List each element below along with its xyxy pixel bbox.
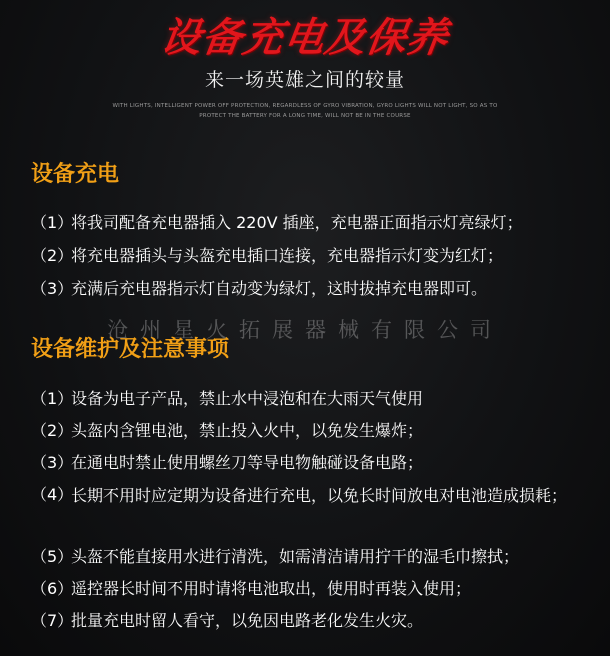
item-number: （2）	[31, 421, 74, 440]
item-number: （5）	[31, 547, 74, 566]
list-item	[31, 484, 601, 546]
list-item	[31, 245, 523, 278]
item-text: 充满后充电器指示灯自动变为绿灯，这时拔掉充电器即可。	[71, 279, 488, 298]
company-watermark: 沧州星火拓展器械有限公司	[107, 318, 503, 342]
item-text: 设备为电子产品，禁止水中浸泡和在大雨天气使用	[71, 389, 424, 408]
item-number: （2）	[31, 246, 74, 265]
item-text: 长期不用时应定期为设备进行充电，以免长时间放电对电池造成损耗；	[71, 486, 568, 505]
list-item	[31, 546, 601, 578]
list-item	[31, 278, 523, 311]
item-number: （1）	[31, 213, 74, 232]
page-title: 设备充电及保养	[157, 15, 452, 61]
item-number: （3）	[31, 453, 74, 472]
maintenance-section-title: 设备维护及注意事项	[31, 337, 230, 362]
item-number: （4）	[31, 485, 74, 504]
item-text: 在通电时禁止使用螺丝刀等导电物触碰设备电路；	[71, 453, 424, 472]
item-text: 头盔内含锂电池，禁止投入火中，以免发生爆炸；	[71, 421, 424, 440]
item-text: 将充电器插头与头盔充电插口连接，充电器指示灯变为红灯；	[71, 246, 504, 265]
english-caption	[0, 101, 610, 121]
item-number: （1）	[31, 389, 74, 408]
charging-section-title: 设备充电	[31, 162, 120, 187]
item-number: （7）	[31, 611, 74, 630]
item-number: （6）	[31, 579, 74, 598]
item-text: 将我司配备充电器插入 220V 插座，充电器正面指示灯亮绿灯；	[71, 213, 523, 232]
english-caption-line-2: PROTECT THE BATTERY FOR A LONG TIME, WILL NOT BE IN THE COURSE	[199, 113, 411, 119]
list-item	[31, 212, 523, 245]
list-item	[31, 388, 601, 420]
item-text: 批量充电时留人看守，以免因电路老化发生火灾。	[71, 611, 424, 630]
item-text: 遥控器长时间不用时请将电池取出，使用时再装入使用；	[71, 579, 472, 598]
maintenance-list	[31, 388, 601, 642]
list-item	[31, 420, 601, 452]
list-item	[31, 578, 601, 610]
english-caption-line-1: WITH LIGHTS, INTELLIGENT POWER OFF PROTECTION, REGARDLESS OF GYRO VIBRATION, GYRO LIGHTS WILL NOT LIGHT, SO AS TO	[112, 103, 498, 109]
charging-list	[31, 212, 523, 311]
item-number: （3）	[31, 279, 74, 298]
page-subtitle: 来一场英雄之间的较量	[204, 69, 405, 91]
list-item	[31, 610, 601, 642]
item-text: 头盔不能直接用水进行清洗，如需清洁请用拧干的湿毛巾擦拭；	[71, 547, 520, 566]
